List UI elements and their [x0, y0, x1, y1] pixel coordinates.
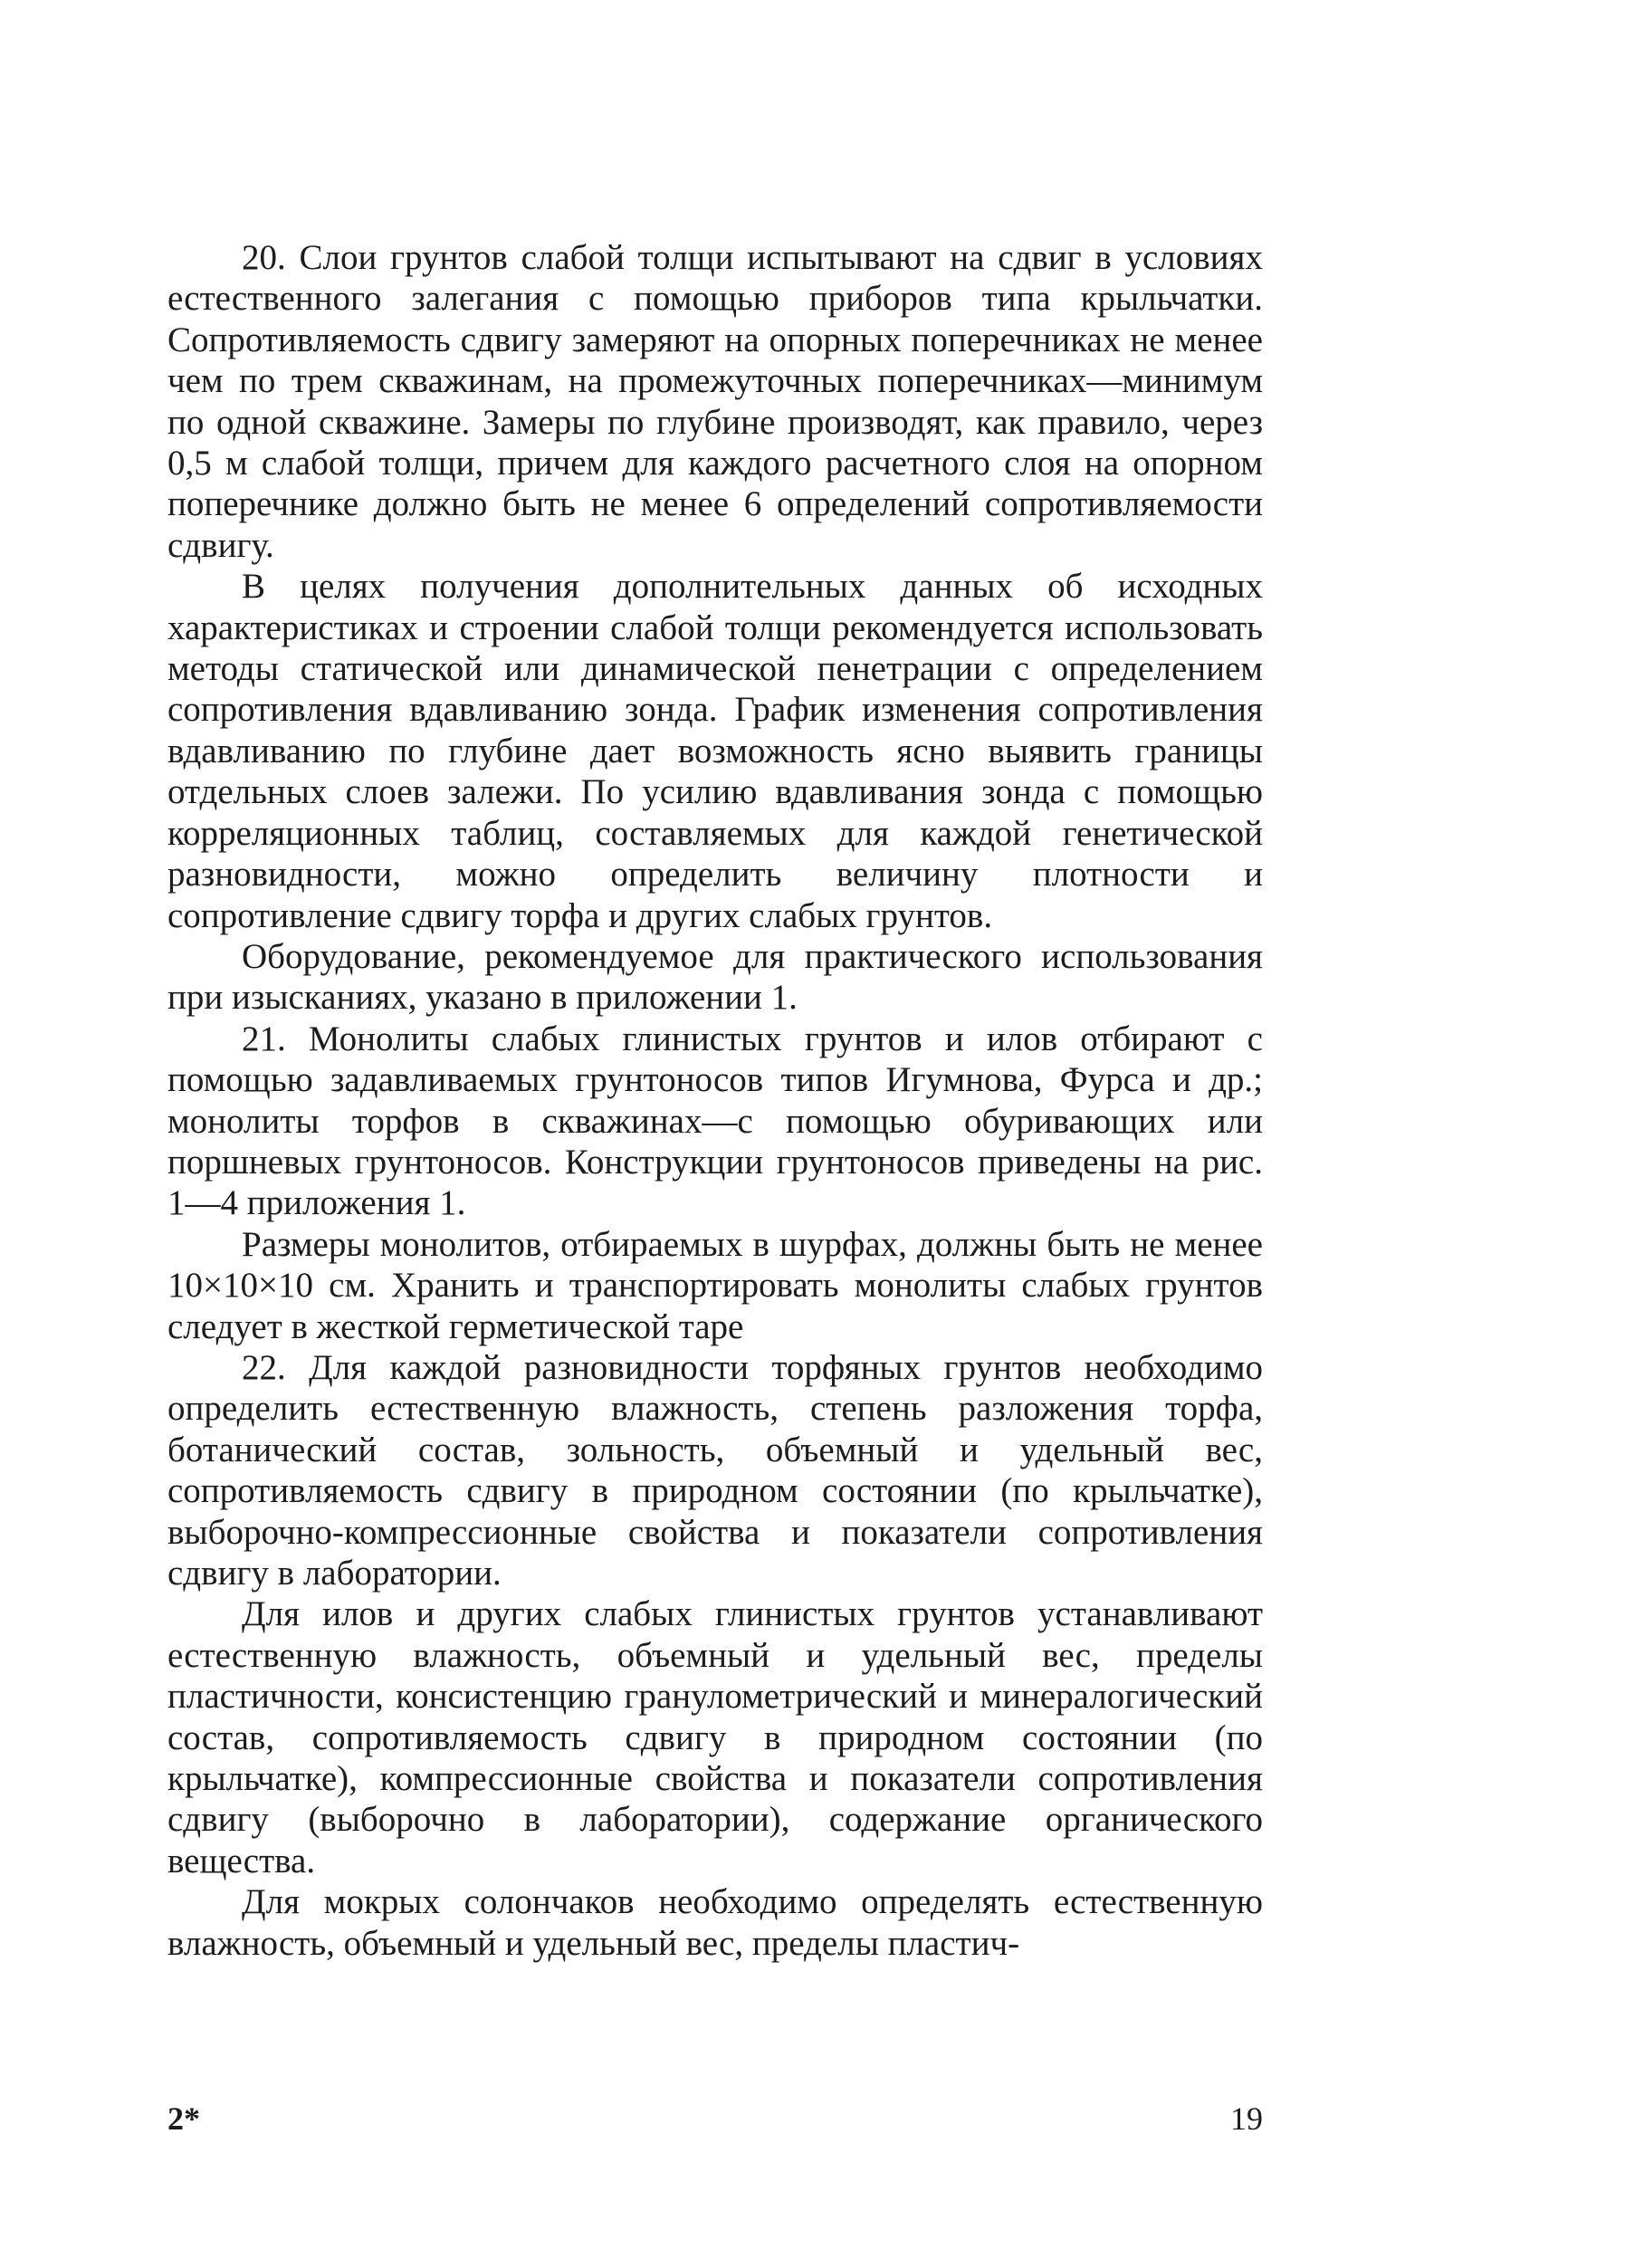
paragraph-penetration-methods: В целях получения дополнительных данных об исходных характеристиках и строении слабой толщи рекомендуется использовать методы статической или динамической пенетрации с определением сопротивления вдавливанию зонда. График изменения сопротивления вдавливанию по глубине дает возможность ясно выявить границы отдельных слоев залежи. По усилию вдавливания зонда с помощью корреляционных таблиц, составляемых для каждой генетической разновидности, можно определить величину плотности и сопротивление сдвигу торфа и других слабых грунтов.: [167, 567, 1263, 935]
body-text: [167, 237, 1263, 1964]
paragraph-21-monoliths: 21. Монолиты слабых глинистых грунтов и илов отбирают с помощью задавливаемых грунтоносов типов Игумнова, Фурса и др.; монолиты торфов в скважинах—с помощью обуривающих или поршневых грунтоносов. Конструкции грунтоносов приведены на рис. 1—4 приложения 1.: [167, 1019, 1263, 1223]
paragraph-equipment: Оборудование, рекомендуемое для практического использования при изысканиях, указано в приложении 1.: [167, 936, 1263, 1018]
page-number: 19: [1230, 2101, 1263, 2137]
paragraph-silts-clays: Для илов и других слабых глинистых грунтов устанавливают естественную влажность, объемный и удельный вес, пределы пластичности, консистенцию гранулометрический и минералогический состав, сопротивляемость сдвигу в природном состоянии (по крыльчатке), компрессионные свойства и показатели сопротивления сдвигу (выборочно в лаборатории), содержание органического вещества.: [167, 1594, 1263, 1880]
paragraph-20-shear-testing: 20. Слои грунтов слабой толщи испытывают на сдвиг в условиях естественного залегания с помощью приборов типа крыльчатки. Сопротивляемость сдвигу замеряют на опорных поперечниках не менее чем по трем скважинам, на промежуточных поперечниках—минимум по одной скважине. Замеры по глубине производят, как правило, через 0,5 м слабой толщи, причем для каждого расчетного слоя на опорном поперечнике должно быть не менее 6 определений сопротивляемости сдвигу.: [167, 238, 1263, 565]
page-footer: [167, 2096, 1263, 2141]
printer-signature-mark: 2*: [167, 2101, 200, 2137]
paragraph-22-peat-soils: 22. Для каждой разновидности торфяных грунтов необходимо определить естественную влажность, степень разложения торфа, ботанический состав, зольность, объемный и удельный вес, сопротивляемость сдвигу в природном состоянии (по крыльчатке), выборочно-компрессионные свойства и показатели сопротивления сдвигу в лаборатории.: [167, 1347, 1263, 1593]
paragraph-monolith-size: Размеры монолитов, отбираемых в шурфах, должны быть не менее 10×10×10 см. Хранить и транспортировать монолиты слабых грунтов следует в жесткой герметической таре: [167, 1224, 1263, 1346]
paragraph-salt-marshes: Для мокрых солончаков необходимо определять естественную влажность, объемный и удельный вес, пределы пластич-: [167, 1882, 1263, 1963]
